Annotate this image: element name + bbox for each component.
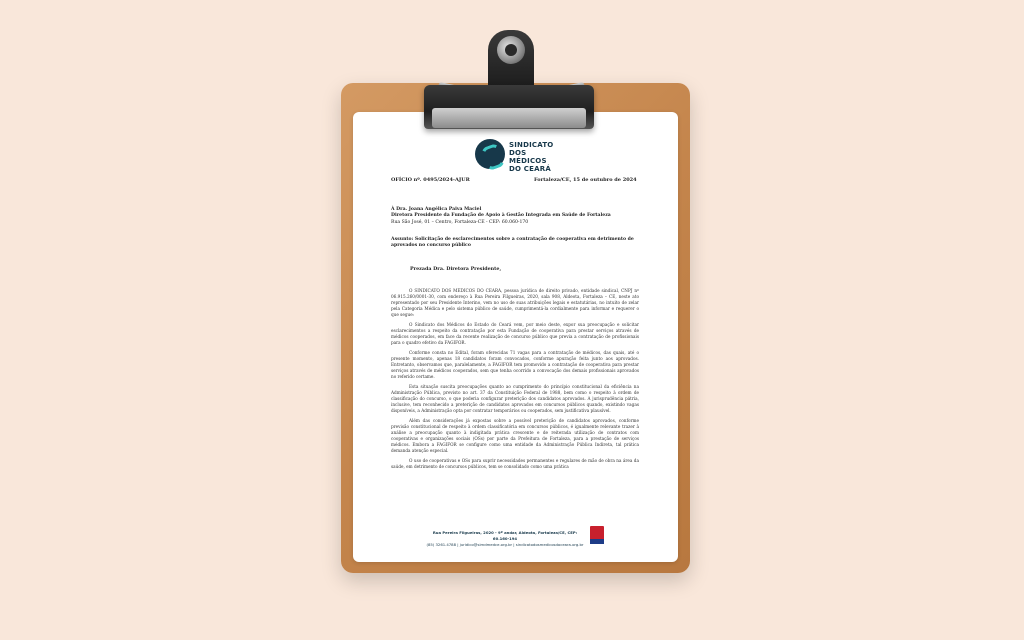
recipient-title: Diretora Presidente da Fundação de Apoio à Gestão Integrada em Saúde de Fortaleza xyxy=(391,213,611,219)
paragraph: Conforme consta no Edital, foram oferecidas 71 vagas para a contratação de médicos, das quais, até o presente momento, apenas 18 candidatos foram convocados, conforme apuração feita junto aos aprovados. Entretanto, observamos que, paralelamente, a FAGIFOR tem promovido a contratação de cooperativa para prestar serviços através de médicos cooperados, sem que tenha ocorrido a convocação dos demais profissionais aprovados no referido certame. xyxy=(391,350,639,379)
paragraph: O SINDICATO DOS MÉDICOS DO CEARÁ, pessoa jurídica de direito privado, entidade sindical, CNPJ nº 06.915.260/0001-30, com endereço à Rua Pereira Filgueiras, 2020, sala 908, Aldeota, Fortaleza – CE, neste ato representado por seu Presidente Interino, vem no uso de suas atribuições legais e estatutárias, no intuito de zelar pela Categoria Médica e pelo sistema público de saúde, cumprimentá-la cordialmente para informar e requerer o que segue: xyxy=(391,288,639,317)
paragraph: O uso de cooperativas e OSs para suprir necessidades permanentes e regulares de mão de obra na área da saúde, em detrimento de concursos públicos, tem se consolidado como uma prática xyxy=(391,458,639,469)
clip-plate xyxy=(432,108,586,128)
letter-date: Fortaleza/CE, 15 de outubro de 2024 xyxy=(534,177,637,183)
logo-text: SINDICATO DOS MÉDICOS DO CEARÁ xyxy=(509,141,554,173)
letter-footer xyxy=(425,530,585,548)
recipient-block xyxy=(391,207,639,226)
paragraph: Esta situação suscita preocupações quanto ao cumprimento do princípio constitucional da eficiência na Administração Pública, previsto no art. 37 da Constituição Federal de 1988, bem como o respeito à ordem de classificação do concurso, o que poderia configurar preterição dos candidatos aprovados. A jurisprudência pátria, inclusive, tem reconhecido a preterição de candidatos aprovados em concursos públicos quando, existindo vagas disponíveis, a Administração opta por contratar temporários ou cooperados, sem justificativa plausível. xyxy=(391,384,639,413)
certification-seal-icon xyxy=(590,526,604,544)
logo-mark-icon xyxy=(475,139,505,169)
footer-address: Rua Pereira Filgueiras, 2020 - 9º andar, Aldeota, Fortaleza/CE, CEP: 60.160-194 xyxy=(432,530,578,541)
letter-body xyxy=(391,288,639,522)
footer-contacts: (85) 3261.4788 | juridico@simdmedce.org.br | sindicatodosmedicosdoceara.org.br xyxy=(426,542,584,547)
paragraph: O Sindicato dos Médicos do Estado do Ceará vem, por meio deste, expor sua preocupação e solicitar esclarecimentos a respeito da contratação por esta Fundação de cooperativa para prestar serviços através de médicos cooperados, em face da recente realização de concurso público que previa a contratação de profissionais para o quadro efetivo da FAGIFOR. xyxy=(391,322,639,345)
letter-subject: Assunto: Solicitação de esclarecimentos sobre a contratação de cooperativa em detrimento de aprovados no concurso público xyxy=(391,237,634,249)
paragraph: Além das considerações já expostas sobre a possível preterição de candidatos aprovados, conforme previsão constitucional de respeito à ordem classificatória em concursos públicos, é igualmente relevante trazer à análise a preocupação quanto à indigitada prática crescente e de reiterada utilização de contratos com cooperativas e organizações sociais (OSs) por parte da Prefeitura de Fortaleza, para a prestação de serviços médicos. Embora a FAGIFOR se configure como uma entidade da Administração Pública Indireta, tal prática demanda atenção especial. xyxy=(391,418,639,453)
letter-greeting: Prezada Dra. Diretora Presidente, xyxy=(410,266,502,272)
letter-reference: OFÍCIO nº. 0495/2024-AJUR xyxy=(391,177,470,183)
union-logo xyxy=(475,139,565,173)
clip-hole xyxy=(505,44,517,56)
recipient-address: Rua São José, 01 – Centro, Fortaleza-CE - CEP: 60.060-170 xyxy=(391,219,529,225)
recipient-name: À Dra. Joana Angélica Paiva Maciel xyxy=(391,207,482,212)
